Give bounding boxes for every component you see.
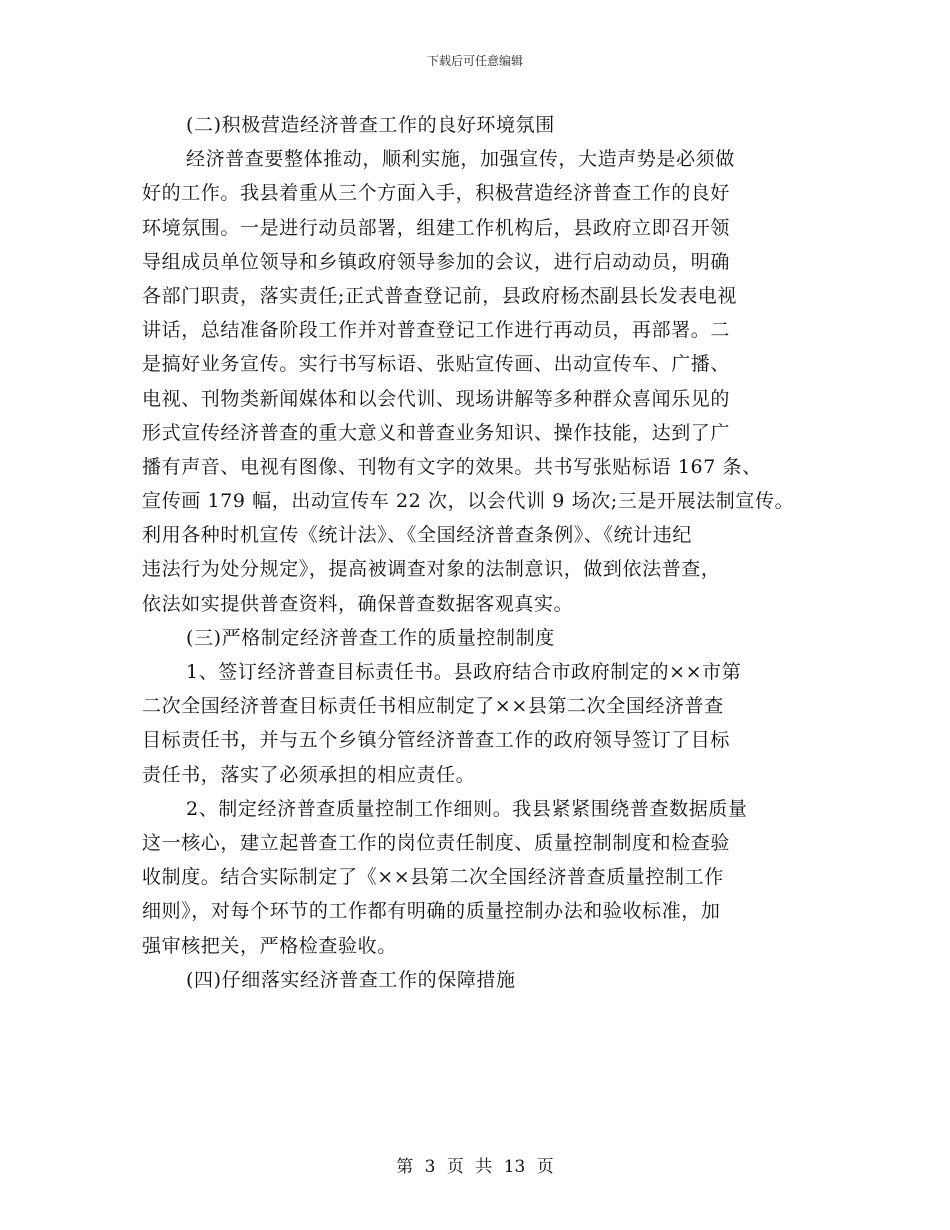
- paragraph-line: 细则》，对每个环节的工作都有明确的质量控制办法和验收标准，加: [142, 900, 721, 923]
- paragraph-line: 经济普查要整体推动，顺利实施，加强宣传，大造声势是必须做: [186, 148, 735, 171]
- paragraph-line: 强审核把关，严格检查验收。: [142, 934, 397, 957]
- paragraph-line: 违法行为处分规定》，提高被调查对象的法制意识，做到依法普查，: [142, 558, 721, 581]
- section-heading-3: (三)严格制定经济普查工作的质量控制制度: [186, 626, 555, 649]
- document-body: [142, 108, 832, 997]
- paragraph-line: 导组成员单位领导和乡镇政府领导参加的会议，进行启动动员，明确: [142, 250, 731, 273]
- page-number: 第 3 页 共 13 页: [396, 1157, 554, 1177]
- paragraph-line: 收制度。结合实际制定了《××县第二次全国经济普查质量控制工作: [142, 866, 724, 889]
- paragraph-line: 环境氛围。一是进行动员部署，组建工作机构后，县政府立即召开领: [142, 216, 731, 239]
- paragraph-line: 电视、刊物类新闻媒体和以会代训、现场讲解等多种群众喜闻乐见的: [142, 387, 731, 410]
- paragraph-line: 形式宣传经济普查的重大意义和普查业务知识、操作技能，达到了广: [142, 421, 731, 444]
- paragraph-line: 1、签订经济普查目标责任书。县政府结合市政府制定的××市第: [186, 661, 742, 683]
- paragraph-line: 宣传画 179 幅，出动宣传车 22 次，以会代训 9 场次;三是开展法制宣传。: [142, 490, 795, 513]
- paragraph-line: 责任书，落实了必须承担的相应责任。: [142, 763, 476, 786]
- section-heading-2: (二)积极营造经济普查工作的良好环境氛围: [186, 114, 555, 136]
- paragraph-line: 二次全国经济普查目标责任书相应制定了××县第二次全国经济普查: [142, 695, 724, 718]
- paragraph-line: 各部门职责，落实责任;正式普查登记前，县政府杨杰副县长发表电视: [142, 284, 738, 307]
- paragraph-line: 2、制定经济普查质量控制工作细则。我县紧紧围绕普查数据质量: [186, 797, 748, 820]
- paragraph-line: 好的工作。我县着重从三个方面入手，积极营造经济普查工作的良好: [142, 182, 731, 205]
- paragraph-line: 讲话，总结准备阶段工作并对普查登记工作进行再动员，再部署。二: [142, 319, 731, 342]
- paragraph-line: 播有声音、电视有图像、刊物有文字的效果。共书写张贴标语 167 条、: [142, 455, 762, 478]
- paragraph-line: 目标责任书，并与五个乡镇分管经济普查工作的政府领导签订了目标: [142, 729, 731, 752]
- paragraph-line: 利用各种时机宣传《统计法》、《全国经济普查条例》、《统计违纪: [142, 524, 693, 547]
- paragraph-line: 这一核心，建立起普查工作的岗位责任制度、质量控制制度和检查验: [142, 831, 731, 854]
- page-header-note: 下载后可任意编辑: [426, 54, 523, 68]
- paragraph-line: 依法如实提供普查资料，确保普查数据客观真实。: [142, 592, 574, 615]
- paragraph-line: 是搞好业务宣传。实行书写标语、张贴宣传画、出动宣传车、广播、: [142, 353, 731, 376]
- section-heading-4: (四)仔细落实经济普查工作的保障措施: [186, 968, 516, 991]
